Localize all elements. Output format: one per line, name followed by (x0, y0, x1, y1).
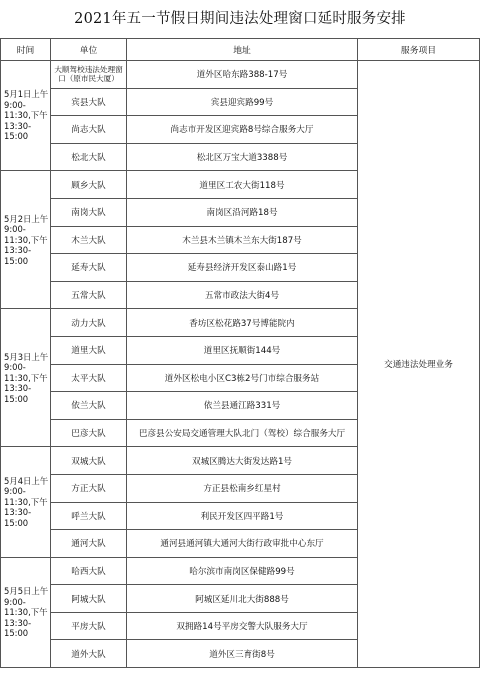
unit-cell: 顾乡大队 (51, 171, 127, 199)
address-cell: 阿城区延川北大街888号 (127, 585, 358, 613)
unit-cell: 木兰大队 (51, 226, 127, 254)
unit-cell: 道外大队 (51, 640, 127, 668)
address-cell: 木兰县木兰镇木兰东大街187号 (127, 226, 358, 254)
page-title: 2021年五一节假日期间违法处理窗口延时服务安排 (74, 11, 406, 27)
address-cell: 双拥路14号平房交警大队服务大厅 (127, 612, 358, 640)
header-row (1, 39, 480, 61)
unit-cell: 宾县大队 (51, 88, 127, 116)
address-cell: 双城区腾达大街发达路1号 (127, 447, 358, 475)
unit-cell: 通河大队 (51, 530, 127, 558)
address-cell: 依兰县通江路331号 (127, 392, 358, 420)
schedule-table (0, 38, 480, 668)
address-cell: 南岗区沿河路18号 (127, 198, 358, 226)
address-cell: 道外区哈东路388-17号 (127, 61, 358, 89)
time-cell: 5月3日上午9:00-11:30,下午13:30-15:00 (1, 309, 51, 447)
unit-cell: 双城大队 (51, 447, 127, 475)
unit-cell: 五常大队 (51, 281, 127, 309)
unit-cell: 大顺驾校违法处理窗口（原市民大厦） (51, 61, 127, 89)
address-cell: 道外区松电小区C3栋2号门市综合服务站 (127, 364, 358, 392)
address-cell: 香坊区松花路37号博能院内 (127, 309, 358, 337)
header-time: 时间 (1, 39, 51, 61)
time-cell: 5月5日上午9:00-11:30,下午13:30-15:00 (1, 557, 51, 667)
header-address: 地址 (127, 39, 358, 61)
address-cell: 方正县松南乡红星村 (127, 474, 358, 502)
unit-cell: 平房大队 (51, 612, 127, 640)
time-cell: 5月4日上午9:00-11:30,下午13:30-15:00 (1, 447, 51, 557)
address-cell: 道外区三育街8号 (127, 640, 358, 668)
address-cell: 尚志市开发区迎宾路8号综合服务大厅 (127, 116, 358, 144)
unit-cell: 呼兰大队 (51, 502, 127, 530)
unit-cell: 哈西大队 (51, 557, 127, 585)
address-cell: 松北区万宝大道3388号 (127, 143, 358, 171)
address-cell: 宾县迎宾路99号 (127, 88, 358, 116)
header-unit: 单位 (51, 39, 127, 61)
service-cell: 交通违法处理业务 (358, 61, 480, 668)
address-cell: 延寿县经济开发区泰山路1号 (127, 254, 358, 282)
unit-cell: 道里大队 (51, 336, 127, 364)
address-cell: 利民开发区四平路1号 (127, 502, 358, 530)
unit-cell: 延寿大队 (51, 254, 127, 282)
address-cell: 巴彦县公安局交通管理大队北门（驾校）综合服务大厅 (127, 419, 358, 447)
header-service: 服务项目 (358, 39, 480, 61)
address-cell: 道里区抚顺街144号 (127, 336, 358, 364)
address-cell: 五常市政法大街4号 (127, 281, 358, 309)
unit-cell: 太平大队 (51, 364, 127, 392)
schedule-body (1, 61, 480, 668)
unit-cell: 依兰大队 (51, 392, 127, 420)
address-cell: 道里区工农大街118号 (127, 171, 358, 199)
time-cell: 5月2日上午9:00-11:30,下午13:30-15:00 (1, 171, 51, 309)
unit-cell: 方正大队 (51, 474, 127, 502)
address-cell: 通河县通河镇大通河大街行政审批中心东厅 (127, 530, 358, 558)
unit-cell: 南岗大队 (51, 198, 127, 226)
unit-cell: 巴彦大队 (51, 419, 127, 447)
address-cell: 哈尔滨市南岗区保健路99号 (127, 557, 358, 585)
unit-cell: 阿城大队 (51, 585, 127, 613)
unit-cell: 尚志大队 (51, 116, 127, 144)
unit-cell: 动力大队 (51, 309, 127, 337)
unit-cell: 松北大队 (51, 143, 127, 171)
table-row (1, 61, 480, 89)
time-cell: 5月1日上午9:00-11:30,下午13:30-15:00 (1, 61, 51, 171)
